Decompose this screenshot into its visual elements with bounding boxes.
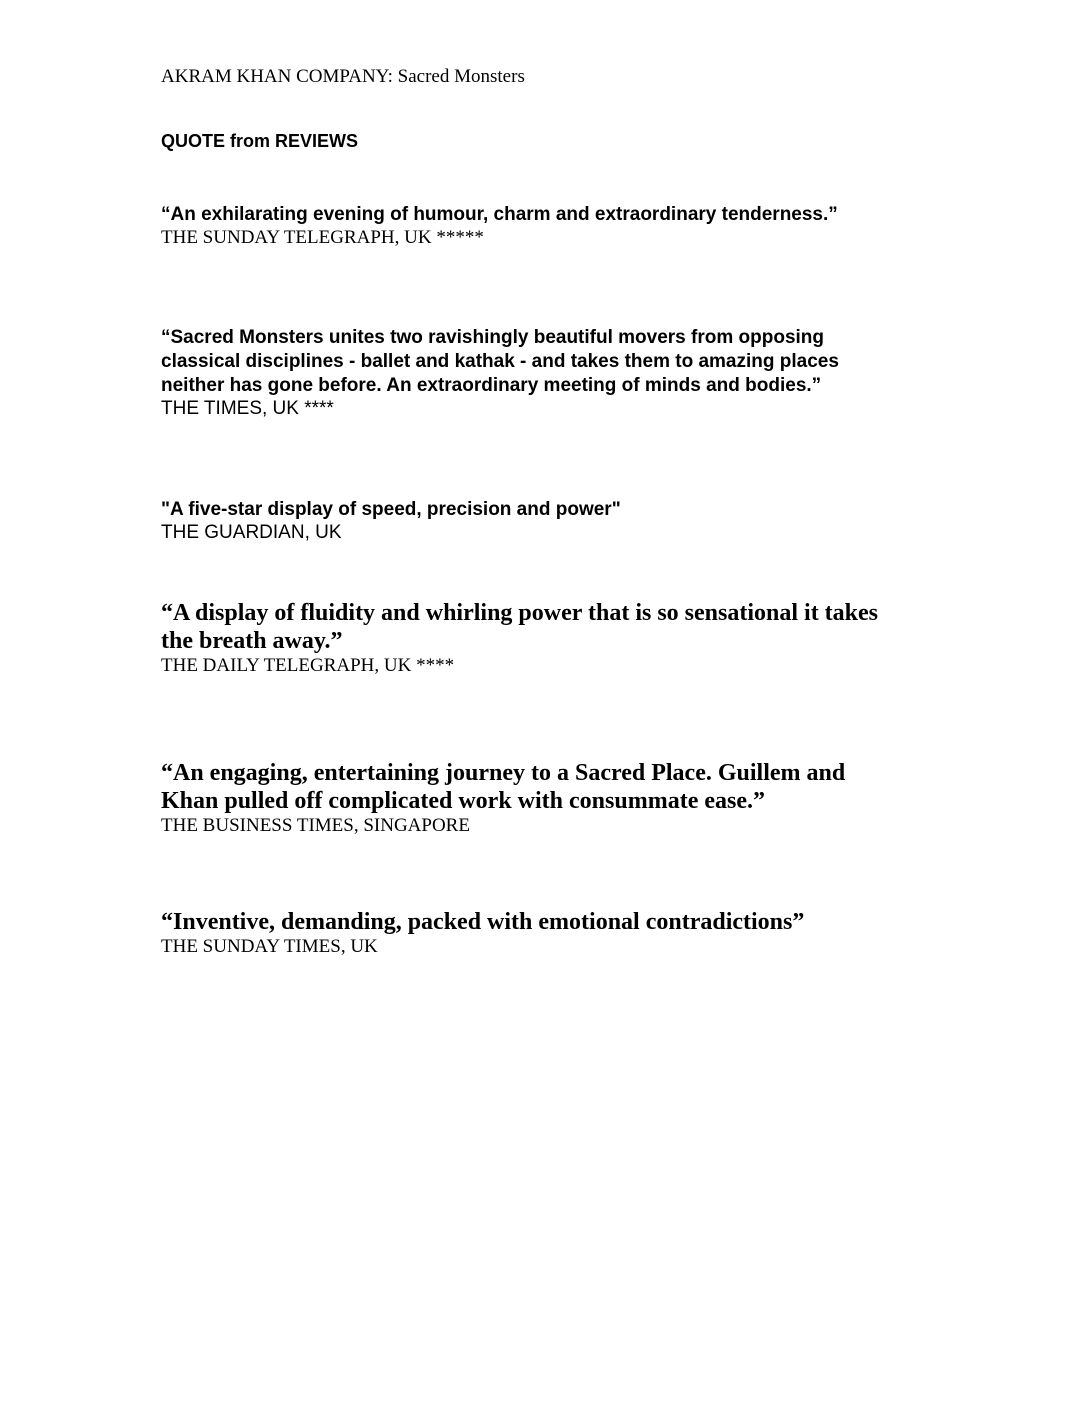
quote-text-line: “A display of fluidity and whirling power that is so sensational it takes: [161, 600, 879, 626]
quote-text-line: neither has gone before. An extraordinary meeting of minds and bodies.”: [161, 375, 822, 396]
quote-source: THE SUNDAY TIMES, UK: [161, 936, 378, 957]
quote-source: THE BUSINESS TIMES, SINGAPORE: [161, 815, 470, 836]
quote-text-line: “An exhilarating evening of humour, charm and extraordinary tenderness.”: [161, 204, 838, 225]
review-quote-block: [161, 759, 845, 837]
quote-text-line: “Sacred Monsters unites two ravishingly beautiful movers from opposing: [161, 327, 825, 348]
review-quote-block: [161, 203, 838, 249]
review-quote-block: [161, 908, 804, 958]
review-quote-block: [161, 326, 839, 420]
section-title: QUOTE from REVIEWS: [161, 131, 359, 151]
quote-source: THE DAILY TELEGRAPH, UK ****: [161, 655, 455, 676]
review-quote-block: [161, 498, 621, 544]
quote-text-line: “Inventive, demanding, packed with emotional contradictions”: [161, 909, 805, 935]
quote-text-line: “An engaging, entertaining journey to a Sacred Place. Guillem and: [161, 760, 846, 786]
quote-source: THE SUNDAY TELEGRAPH, UK *****: [161, 227, 484, 248]
quote-source: THE TIMES, UK ****: [161, 398, 334, 419]
quote-source: THE GUARDIAN, UK: [161, 522, 342, 543]
quote-text-line: "A five-star display of speed, precision and power": [161, 499, 621, 520]
quote-text-line: the breath away.”: [161, 628, 343, 654]
review-quote-block: [161, 599, 878, 677]
quote-text-line: classical disciplines - ballet and kathak - and takes them to amazing places: [161, 351, 839, 372]
quote-text-line: Khan pulled off complicated work with consummate ease.”: [161, 788, 765, 814]
document-header: AKRAM KHAN COMPANY: Sacred Monsters: [161, 66, 525, 87]
